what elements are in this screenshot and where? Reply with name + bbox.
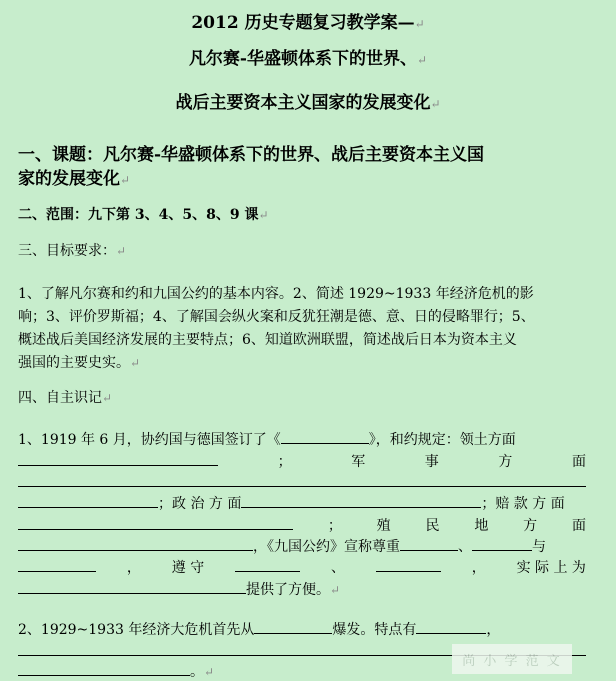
q1-line-4 xyxy=(18,493,565,513)
q1-line-1 xyxy=(18,429,516,449)
colony-label-char: 方 xyxy=(523,518,538,534)
doc-title-line3 xyxy=(0,88,616,113)
q1-line-6 xyxy=(18,536,546,556)
doc-title-line2 xyxy=(0,44,616,69)
reality-label: 实 际 上 为 xyxy=(516,560,586,576)
respect-blank-3[interactable] xyxy=(18,557,96,572)
military-label-char: 事 xyxy=(424,454,439,470)
reparations-label: ；赔 款 方 面 xyxy=(481,496,565,512)
goal-line-4 xyxy=(18,352,140,372)
q1-line-7 xyxy=(18,557,586,577)
section2-text: 二、范围：九下第 3、4、5、8、9 课 xyxy=(18,207,259,223)
q1-line-8 xyxy=(18,579,340,599)
para-mark: ↵ xyxy=(116,244,127,258)
comma: ， xyxy=(486,622,501,638)
para-mark: ↵ xyxy=(120,173,131,187)
military-blank[interactable] xyxy=(18,472,586,487)
para-mark: ↵ xyxy=(258,208,269,222)
colonies-blank[interactable] xyxy=(18,536,253,551)
goal-line-3: 概述战后美国经济发展的主要特点；6、知道欧洲联盟，简述战后日本为资本主义 xyxy=(18,332,517,348)
colony-label-char: 殖 xyxy=(376,518,391,534)
military-label-char: 面 xyxy=(571,454,586,470)
military-blank-cont[interactable] xyxy=(18,493,158,508)
features-blank[interactable] xyxy=(416,619,486,634)
military-label-char: 军 xyxy=(351,454,366,470)
respect-blank-2[interactable] xyxy=(472,536,532,551)
colony-label-char: 地 xyxy=(474,518,489,534)
country-blank[interactable] xyxy=(254,619,332,634)
comply-blank-2[interactable] xyxy=(376,557,441,572)
title-text-3: 战后主要资本主义国家的发展变化 xyxy=(175,93,431,113)
q2-features-label: 爆发。特点有 xyxy=(332,622,417,638)
treaty-name-blank[interactable] xyxy=(281,429,369,444)
section1-line1: 一、课题：凡尔赛-华盛顿体系下的世界、战后主要资本主义国 xyxy=(18,145,485,165)
q2-line-3 xyxy=(18,661,214,681)
goal-line-2: 响；3、评价罗斯福；4、了解国会纵火案和反犹狂潮是德、意、日的侵略罪行；5、 xyxy=(18,309,535,325)
q1-intro: 1、1919 年 6 月，协约国与德国签订了《 xyxy=(18,432,281,448)
title-text-1: 2012 历史专题复习教学案— xyxy=(191,13,415,33)
comma: ， xyxy=(471,560,486,576)
semicolon: ； xyxy=(277,454,292,470)
para-mark: ↵ xyxy=(102,391,113,405)
semicolon: ； xyxy=(327,518,342,534)
territory-blank[interactable] xyxy=(18,451,218,466)
q1-line-3 xyxy=(18,472,586,491)
section4-title xyxy=(18,387,112,407)
section2-line xyxy=(18,204,269,224)
q2-ending: 。 xyxy=(190,664,204,680)
para-mark: ↵ xyxy=(430,97,441,111)
goal-line-4-text: 强国的主要史实。 xyxy=(18,355,130,371)
watermark-text: 尚 小 学 范 文 xyxy=(462,653,562,669)
q1-line-2 xyxy=(18,451,586,471)
section4-title-text: 四、自主识记 xyxy=(18,390,102,406)
dun-mark: 、 xyxy=(330,560,345,576)
comply-label: 遵 守 xyxy=(171,560,205,576)
section1-line2 xyxy=(18,164,130,189)
title-text-2: 凡尔赛-华盛顿体系下的世界、 xyxy=(188,49,417,69)
section3-title-text: 三、目标要求： xyxy=(18,243,116,259)
reality-blank[interactable] xyxy=(18,579,246,594)
respect-blank[interactable] xyxy=(400,536,458,551)
section3-title xyxy=(18,240,126,260)
section1-text-2: 家的发展变化 xyxy=(18,169,120,189)
para-mark: ↵ xyxy=(204,665,215,679)
features-blank-3[interactable] xyxy=(18,661,190,676)
para-mark: ↵ xyxy=(417,53,428,67)
watermark-logo xyxy=(452,644,572,674)
q2-intro: 2、1929~1933 年经济大危机首先从 xyxy=(18,622,255,638)
q1-territory-label: 》，和约规定：领土方面 xyxy=(368,432,516,448)
para-mark: ↵ xyxy=(130,356,141,370)
goal-line-1: 1、了解凡尔赛和约和九国公约的基本内容。2、简述 1929~1933 年经济危机的影 xyxy=(18,286,534,302)
dun-mark: 、 xyxy=(458,539,472,555)
reparations-blank[interactable] xyxy=(18,515,293,530)
nine-power-treaty-text: ，《九国公约》宣称尊重 xyxy=(253,539,400,555)
colony-label-char: 面 xyxy=(571,518,586,534)
q1-line-5 xyxy=(18,515,586,535)
politics-blank[interactable] xyxy=(241,493,481,508)
comply-blank[interactable] xyxy=(235,557,300,572)
military-label-char: 方 xyxy=(498,454,513,470)
and-char: 与 xyxy=(532,539,546,555)
doc-title-line1 xyxy=(0,8,616,33)
colony-label-char: 民 xyxy=(425,518,440,534)
para-mark: ↵ xyxy=(414,17,425,31)
para-mark: ↵ xyxy=(330,583,341,597)
politics-label: ；政 治 方 面 xyxy=(158,496,242,512)
q1-ending: 提供了方便。 xyxy=(246,582,330,598)
comma: ， xyxy=(126,560,141,576)
q2-line-1 xyxy=(18,619,500,639)
